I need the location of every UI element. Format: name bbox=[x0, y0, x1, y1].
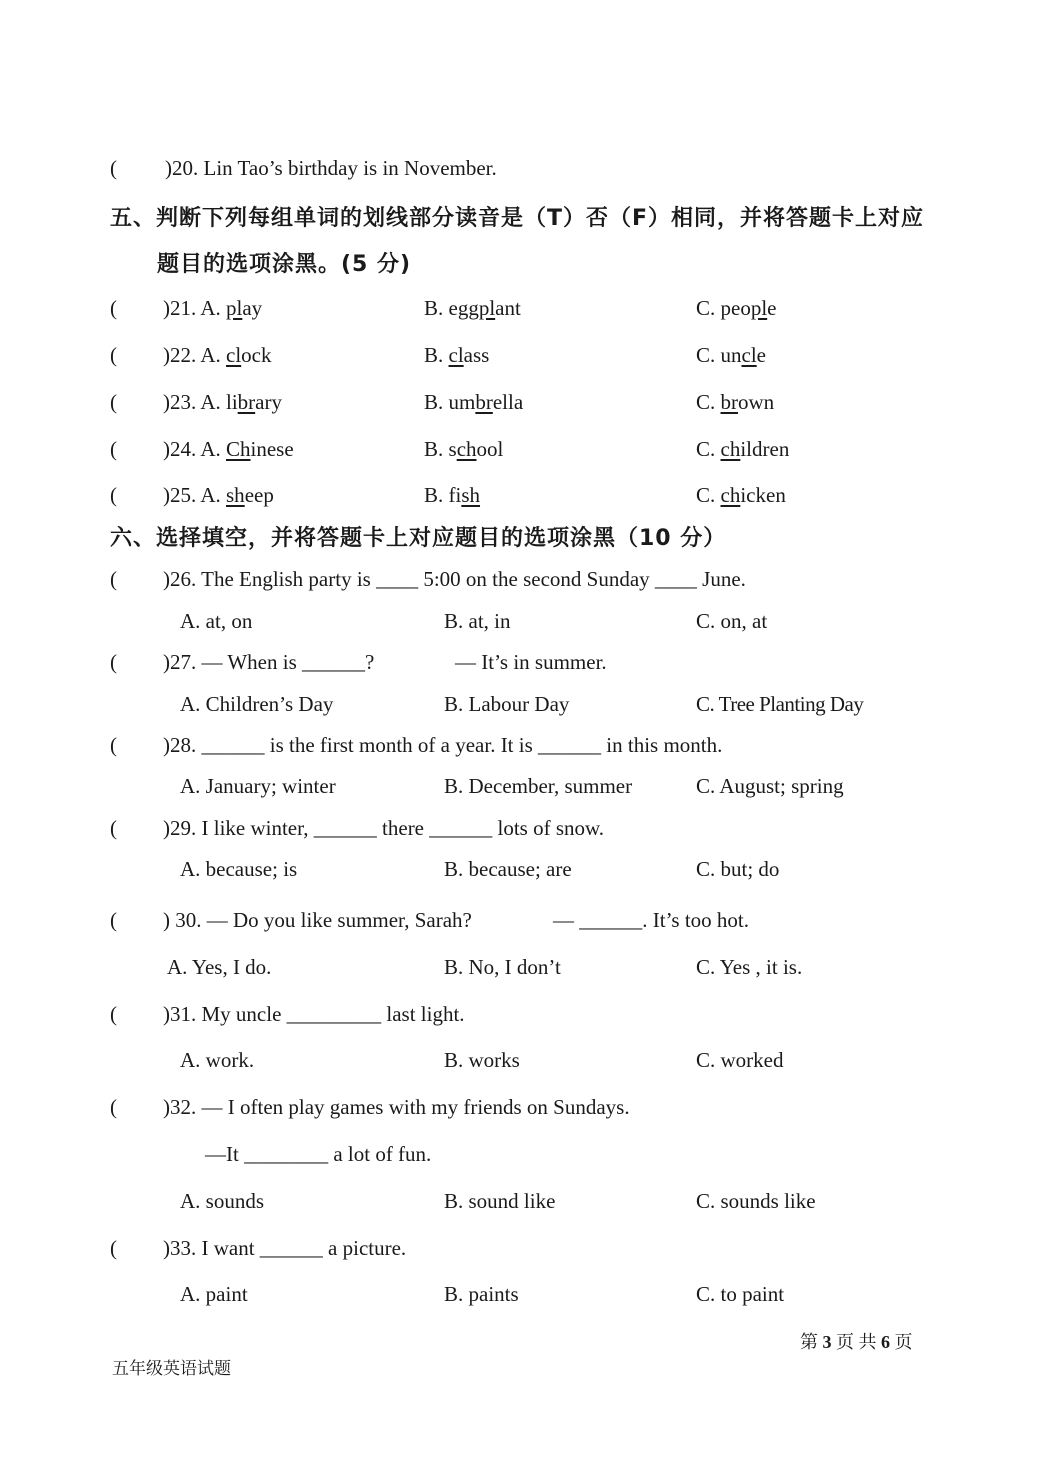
option-c: C. sounds like bbox=[696, 1189, 816, 1213]
answer-paren: ( bbox=[110, 650, 117, 674]
phonics-option-b: B. fish bbox=[424, 483, 481, 507]
phonics-option-b: B. umbrella bbox=[424, 390, 524, 414]
section-6-title: 六、选择填空，并将答题卡上对应题目的选项涂黑（10 分） bbox=[110, 526, 727, 551]
option-b: B. Labour Day bbox=[444, 692, 570, 716]
question-30: ) 30. — Do you like summer, Sarah? bbox=[163, 908, 472, 932]
answer-paren: ( bbox=[110, 437, 117, 461]
section-5-title: 五、判断下列每组单词的划线部分读音是（T）否（F）相同，并将答题卡上对应 bbox=[110, 206, 925, 231]
footer-subject: 五年级英语试题 bbox=[112, 1359, 231, 1378]
answer-paren: ( bbox=[110, 1095, 117, 1119]
question-29: )29. I like winter, ______ there ______ lots of snow. bbox=[163, 816, 605, 840]
question-28: )28. ______ is the first month of a year. It is ______ in this month. bbox=[163, 733, 723, 757]
option-c: C. but; do bbox=[696, 857, 780, 881]
option-b: B. paints bbox=[444, 1282, 519, 1306]
option-c: C. worked bbox=[696, 1048, 784, 1072]
answer-paren: ( bbox=[110, 816, 117, 840]
option-b: B. No, I don’t bbox=[444, 955, 561, 979]
option-a: A. January; winter bbox=[180, 774, 336, 798]
phonics-option-c: C. brown bbox=[696, 390, 775, 414]
answer-paren: ( bbox=[110, 1002, 117, 1026]
answer-paren: ( bbox=[110, 1236, 117, 1260]
answer-paren: ( bbox=[110, 343, 117, 367]
phonics-option-b: B. eggplant bbox=[424, 296, 521, 320]
option-a: A. work. bbox=[180, 1048, 255, 1072]
phonics-option-c: C. people bbox=[696, 296, 777, 320]
option-c: C. Yes , it is. bbox=[696, 955, 803, 979]
question-27-answer: — It’s in summer. bbox=[455, 650, 607, 674]
option-b: B. sound like bbox=[444, 1189, 556, 1213]
question-32: )32. — I often play games with my friends on Sundays. bbox=[163, 1095, 630, 1119]
option-a: A. because; is bbox=[180, 857, 298, 881]
option-c: C. to paint bbox=[696, 1282, 785, 1306]
option-b: B. December, summer bbox=[444, 774, 633, 798]
option-b: B. at, in bbox=[444, 609, 511, 633]
phonics-option-a: )24. A. Chinese bbox=[163, 437, 294, 461]
answer-paren: ( bbox=[110, 483, 117, 507]
question-31: )31. My uncle _________ last light. bbox=[163, 1002, 465, 1026]
question-26: )26. The English party is ____ 5:00 on the second Sunday ____ June. bbox=[163, 567, 746, 591]
answer-paren: ( bbox=[110, 567, 117, 591]
answer-paren: ( bbox=[110, 156, 117, 180]
phonics-option-a: )25. A. sheep bbox=[163, 483, 274, 507]
answer-paren: ( bbox=[110, 390, 117, 414]
question-20: )20. Lin Tao’s birthday is in November. bbox=[165, 156, 497, 180]
option-a: A. at, on bbox=[180, 609, 253, 633]
option-a: A. sounds bbox=[180, 1189, 265, 1213]
phonics-option-c: C. children bbox=[696, 437, 790, 461]
phonics-option-a: )23. A. library bbox=[163, 390, 282, 414]
section-5-title-cont: 题目的选项涂黑。(5 分) bbox=[157, 252, 412, 277]
phonics-option-c: C. uncle bbox=[696, 343, 766, 367]
option-c: C. on, at bbox=[696, 609, 768, 633]
option-a: A. Yes, I do. bbox=[167, 955, 272, 979]
phonics-option-b: B. school bbox=[424, 437, 504, 461]
option-b: B. because; are bbox=[444, 857, 572, 881]
question-30-answer: — ______. It’s too hot. bbox=[553, 908, 750, 932]
answer-paren: ( bbox=[110, 908, 117, 932]
question-32-reply: —It ________ a lot of fun. bbox=[205, 1142, 432, 1166]
phonics-option-b: B. class bbox=[424, 343, 490, 367]
option-c: C. Tree Planting Day bbox=[696, 692, 864, 716]
option-b: B. works bbox=[444, 1048, 520, 1072]
answer-paren: ( bbox=[110, 296, 117, 320]
option-a: A. paint bbox=[180, 1282, 248, 1306]
phonics-option-c: C. chicken bbox=[696, 483, 786, 507]
page-number: 第 3 页 共 6 页 bbox=[800, 1332, 913, 1352]
question-33: )33. I want ______ a picture. bbox=[163, 1236, 407, 1260]
answer-paren: ( bbox=[110, 733, 117, 757]
question-27: )27. — When is ______? bbox=[163, 650, 375, 674]
phonics-option-a: )21. A. play bbox=[163, 296, 263, 320]
phonics-option-a: )22. A. clock bbox=[163, 343, 272, 367]
option-c: C. August; spring bbox=[696, 774, 844, 798]
option-a: A. Children’s Day bbox=[180, 692, 334, 716]
